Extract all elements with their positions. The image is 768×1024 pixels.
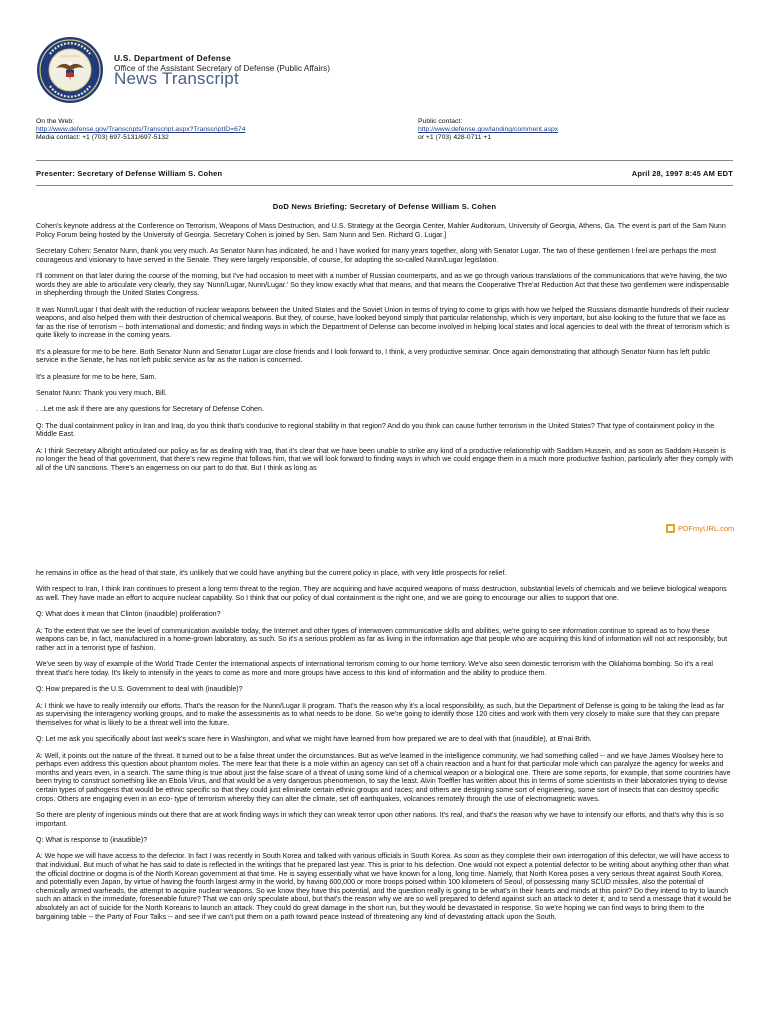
paragraph: A: Well, it points out the nature of the threat. It turned out to be a false threat under the circumstances. But as we've learned in the intelligence community, we had something called -- and we have James Woolsey here to perhaps even address this question about phantom moles. The mere fear that there is a mole within an agency can set off a chain reaction and a hunt for that particular mole which can paralyze the agency for weeks and months and years even, in a search. The same thing is true about just the false scare of a threat of using some kind of a chemical weapon or a biological one. There are some reports, for example, that some countries have been trying to construct something like an Ebola Virus, and that would be a very dangerous phenomenon, to say the least. Alvin Toeffler has written about this in terms of some scientists in their laboratories trying to devise certain types of pathogens that would be ethnic specific so that they could just eliminate certain ethnic groups and races; and others are designing some sort of engineering, some sort of insects that can destroy specific crops. Others are engaging even in an eco- type of terrorism whereby they can alter the climate, set off earthquakes, volcanoes remotely through the use of electromagnetic waves. xyxy=(36,751,731,803)
paragraph: It was Nunn/Lugar I that dealt with the reduction of nuclear weapons between the United States and the Soviet Union in terms of trying to come to grips with how we helped the Russians dismantle hundreds of their nuclear weapons, and also helped them with their destruction of chemical weapons. But they, of course, have looked beyond simply that particular relationship, which is very important, but also looking to the future that we face as far as the rise of terrorism -- both international and domestic; and finding ways in which the Department of Defense can become involved in helping local states and local agencies to deal with the threat of terrorism which is quite likely to increase in the coming years. xyxy=(36,305,730,340)
briefing-title: DoD News Briefing: Secretary of Defense William S. Cohen xyxy=(272,202,497,211)
pdf-icon xyxy=(666,524,675,533)
transcript-link[interactable]: http://www.defense.gov/Transcripts/Transcript.aspx?TranscriptID=674 xyxy=(36,126,246,133)
paragraph: So there are plenty of ingenious minds out there that are at work finding ways in which they can wreak terror upon other nations. It's real, and that's the reason why we have to intensify our efforts, and that's why this is so important. xyxy=(36,811,724,828)
paragraph: Q: The dual containment policy in Iran and Iraq, do you think that's conducive to regional stability in that region? And do you think can cause further terrorism in the United States? That type of containment policy in the Middle East. xyxy=(36,421,715,439)
office-name: Office of the Assistant Secretary of Defense (Public Affairs) xyxy=(114,63,330,73)
public-label: Public contact: xyxy=(418,118,463,125)
paragraph: We've seen by way of example of the World Trade Center the international aspects of international terrorism coming to our home territory. We've also seen domestic terrorism with the Oklahoma bombing. So it's a real threat that's here today. It's likely to intensify in the years to come as more and more groups have access to this kind of information and the ability to produce them. xyxy=(36,660,713,677)
paragraph: . ..Let me ask if there are any questions for Secretary of Defense Cohen. xyxy=(36,405,264,414)
paragraph: It's a pleasure for me to be here, Sam. xyxy=(36,372,157,381)
paragraph: A: We hope we will have access to the defector. In fact I was recently in South Korea and talked with various officials in South Korea. As soon as they complete their own interrogation of this defector, we will have access to that individual. But much of what he has said to date is reflected in the writings that he prepared last year. This is prior to his defection. One would not expect a potential defector to be writing about anything other than what the official doctrine or dogma is of the North Korean government at that time. He is saying essentially what we have known for a long, long time. Namely, that North Korea poses a very serious threat against South Korea, and potentially even Japan, by virtue of having the fourth largest army in the world, by having 600,000 or more troops poised within 100 kilometers of Seoul, of possessing many SCUD missiles, also the potential of chemically armed warheads, the attempt to acquire nuclear weapons. So we know they have this potential, and the question really is going to be what's in their hearts and minds at this point? Do they intend to try to launch such an attack in the immediate, foreseeable future? That we can only speculate about, but that's the reason why we are so well prepared to defend against such an attack to deter it; and to send a message that it would be absolutely an act of suicide for the North Koreans to launch an attack. They could do great damage in the short run, but they would be devastated in response. So we're hoping we can find ways to bring them to the bargaining table -- the Party of Four Talks -- and see if we can't put them on a path toward peace instead of threatening any kind of devastating attack upon the South. xyxy=(36,852,732,921)
paragraph: he remains in office as the head of that state, it's unlikely that we could have anything but the current policy in place, with very little prospects for relief. xyxy=(36,569,507,577)
paragraph: It's a pleasure for me to be here. Both Senator Nunn and Senator Lugar are close friends and I look forward to, I think, a very productive seminar. Once again demonstrating that although Senator Nunn has left public service in the Senate, he has not left public service as far as the nation is concerned. xyxy=(36,347,711,365)
paragraph: Q: What does it mean that Clinton (inaudible) proliferation? xyxy=(36,610,221,619)
paragraph: Cohen's keynote address at the Conference on Terrorism, Weapons of Mass Destruction, and U.S. Strategy at the Georgia Center, Mahler Auditorium, University of Georgia, Athens, Ga. The event is part of the Sam Nunn Policy Forum being hosted by the University of Georgia. Secretary Cohen is joined by Sen. Sam Nunn and Sen. Richard G. Lugar.] xyxy=(36,222,726,239)
paragraph: Q: How prepared is the U.S. Government to deal with (inaudible)? xyxy=(36,685,243,694)
briefing-date: April 28, 1997 8:45 AM EDT xyxy=(631,169,733,178)
media-contact: Media contact: +1 (703) 697-5131/697-5132 xyxy=(36,134,169,141)
department-name: U.S. Department of Defense xyxy=(114,53,232,63)
divider-bottom xyxy=(36,185,733,186)
presenter: Presenter: Secretary of Defense William S. Cohen xyxy=(36,169,223,178)
web-label: On the Web: xyxy=(36,118,75,125)
comment-link[interactable]: http://www.defense.gov/landing/comment.aspx xyxy=(418,126,559,133)
paragraph: Senator Nunn: Thank you very much, Bill. xyxy=(36,389,167,398)
public-contact-block xyxy=(418,118,558,142)
page-title: News Transcript xyxy=(114,69,239,88)
transcript-body-page2 xyxy=(36,569,733,929)
paragraph: With respect to Iran, I think Iran continues to present a long term threat to the region. They are acquiring and have acquired weapons of mass destruction, substantial levels of chemicals and we believe biological weapons as well. They have made an effort to acquire nuclear capability. So I think that our policy of dual containment is the right one, and we are going to encourage our allies to support that one. xyxy=(36,585,727,602)
paragraph: A: I think we have to really intensify our efforts. That's the reason for the Nunn/Lugar II program. That's the reason why it's a local responsibility, as such, but the Department of Defense is going to be taking the lead as far as supervising the interagency working groups, and to make the assessments as to what needs to be done. So we're going to identify those 120 cities and work with them very closely to make sure that they can prepare themselves for what is likely to be a threat well into the future. xyxy=(36,701,725,727)
presenter-row xyxy=(36,169,733,178)
public-phone: or +1 (703) 428-0711 +1 xyxy=(418,134,492,141)
web-contact-block xyxy=(36,118,245,142)
watermark-text: PDFmyURL.com xyxy=(678,524,735,533)
divider-top xyxy=(36,160,733,161)
paragraph: Q: What is response to (inaudible)? xyxy=(36,836,148,845)
paragraph: A: I think Secretary Albright articulated our policy as far as dealing with Iraq, that it's clear that we have been unable to strike any kind of a productive relationship with Saddam Hussein, and as soon as Saddam Hussein is no longer the head of that government, that there's new regime that follows him, that we will look forward to finding ways in which we could engage them in a much more productive fashion, particularly after they comply with all of the UN sanctions. There's an eagerness on our part to do that. But I think as long as xyxy=(36,446,733,473)
transcript-body-page1 xyxy=(36,222,733,480)
dod-seal-icon xyxy=(36,36,104,104)
pdfmyurl-watermark[interactable] xyxy=(666,524,734,533)
paragraph: Q: Let me ask you specifically about last week's scare here in Washington, and what we might have learned from how prepared we are to deal with that (inaudible), at B'nai Brith. xyxy=(36,735,592,744)
paragraph: I'll comment on that later during the course of the morning, but I've had occasion to meet with a number of Russian counterparts, and as we go through various translations of the communications that we're having, the two words they are able to articulate very clearly, they say 'Nunn/Lugar, Nunn/Lugar.' So they know exactly what that means, and that means the Cooperative Thre'at Reduction Act that these two gentlemen were indispensable in shepherding through the United States Congress. xyxy=(36,271,730,298)
paragraph: Secretary Cohen: Senator Nunn, thank you very much. As Senator Nunn has indicated, he and I have worked for many years together, along with Senator Lugar. The two of these gentlemen I feel are perhaps the most courageous and visionary to have served in the Senate. They were largely responsible, of course, for adopting the so-called Nunn/Lugar legislation. xyxy=(36,246,717,264)
paragraph: A: To the extent that we see the level of communication available today, the Internet and other types of interwoven communicative skills and abilities, we're going to see information continue to spread as to how these weapons can be, in fact, manufactured in a home-grown laboratory, as such. So it's a serious problem as far as living in the information age that people who are acquiring this kind of information will not act responsibly, but rather act in a terrorist type of fashion. xyxy=(36,626,728,652)
